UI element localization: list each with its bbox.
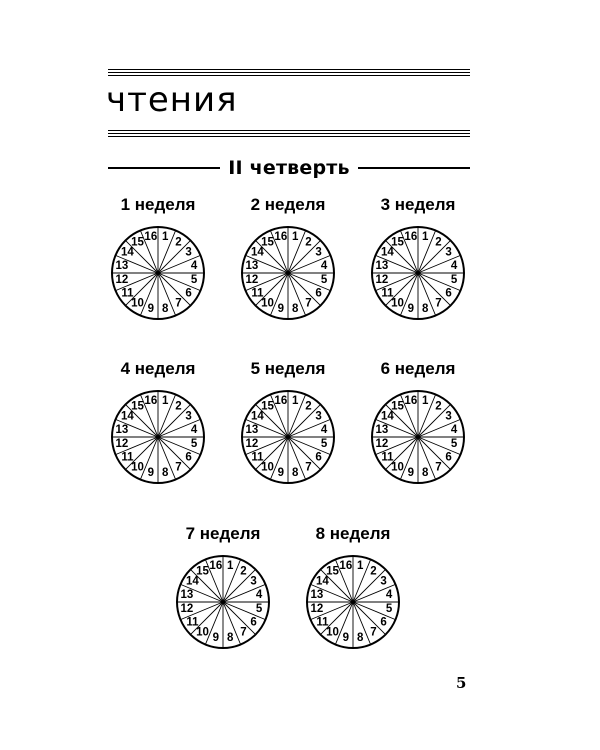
dial-segment-number: 7 <box>175 461 182 474</box>
week-block-5 <box>233 359 343 487</box>
dial-segment-number: 1 <box>161 230 169 243</box>
dial-segment-number: 13 <box>115 259 129 272</box>
reading-tracker-dial <box>173 552 273 652</box>
dial-segment-number: 4 <box>255 588 263 601</box>
dial-segment-number: 9 <box>277 303 285 316</box>
heading-left-line <box>108 167 220 169</box>
dial-segment-number: 13 <box>375 423 389 436</box>
dial-segment-number: 2 <box>175 236 182 249</box>
dial-segment-number: 16 <box>274 230 288 243</box>
dial-segment-number: 10 <box>326 626 339 639</box>
dial-segment-number: 3 <box>185 246 192 259</box>
dial-segment-number: 15 <box>131 236 144 249</box>
dial-segment-number: 1 <box>161 394 169 407</box>
week-label: 1 неделя <box>120 195 196 214</box>
dial-segment-number: 13 <box>245 423 259 436</box>
dial-segment-number: 5 <box>320 274 328 287</box>
week-block-6 <box>363 359 473 487</box>
dial-segment-number: 14 <box>381 246 394 259</box>
dial-segment-number: 8 <box>291 467 299 480</box>
dial-segment-number: 6 <box>185 451 192 464</box>
dial-segment-number: 4 <box>385 588 393 601</box>
reading-tracker-dial <box>238 223 338 323</box>
dial-segment-number: 9 <box>277 467 285 480</box>
dial-segment-number: 5 <box>320 438 328 451</box>
dial-segment-number: 15 <box>326 565 339 578</box>
dial-segment-number: 8 <box>356 632 364 645</box>
dial-segment-number: 11 <box>251 451 264 464</box>
dial-segment-number: 16 <box>144 230 158 243</box>
dial-segment-number: 5 <box>450 274 458 287</box>
dial-segment-number: 4 <box>450 423 458 436</box>
dial-segment-number: 15 <box>131 400 144 413</box>
dial-segment-number: 1 <box>421 230 429 243</box>
dial-segment-number: 6 <box>380 616 387 629</box>
top-double-rule <box>108 69 470 78</box>
dial-segment-number: 15 <box>261 400 274 413</box>
dial-segment-number: 5 <box>255 603 263 616</box>
week-block-2 <box>233 195 343 323</box>
dial-segment-number: 5 <box>190 274 198 287</box>
dial-segment-number: 8 <box>161 467 169 480</box>
reading-tracker-dial <box>368 223 468 323</box>
dial-segment-number: 2 <box>175 400 182 413</box>
reading-tracker-dial <box>108 223 208 323</box>
week-label: 4 неделя <box>120 359 196 378</box>
dial-segment-number: 1 <box>421 394 429 407</box>
reading-tracker-dial <box>368 387 468 487</box>
dial-segment-number: 11 <box>381 287 394 300</box>
dial-segment-number: 12 <box>115 274 129 287</box>
dial-segment-number: 7 <box>240 626 247 639</box>
dial-segment-number: 6 <box>315 451 322 464</box>
section-heading <box>108 156 470 180</box>
dial-segment-number: 11 <box>121 287 134 300</box>
dial-segment-number: 6 <box>445 287 452 300</box>
dial-segment-number: 2 <box>370 565 377 578</box>
dial-segment-number: 14 <box>316 575 329 588</box>
dial-segment-number: 13 <box>115 423 129 436</box>
dial-segment-number: 7 <box>370 626 377 639</box>
dial-segment-number: 6 <box>185 287 192 300</box>
reading-tracker-dial <box>238 387 338 487</box>
dial-segment-number: 15 <box>261 236 274 249</box>
dial-segment-number: 7 <box>175 297 182 310</box>
week-block-7 <box>168 524 278 652</box>
dial-segment-number: 16 <box>339 559 353 572</box>
dial-segment-number: 7 <box>435 461 442 474</box>
dial-segment-number: 7 <box>305 297 312 310</box>
dial-segment-number: 15 <box>391 400 404 413</box>
dial-segment-number: 14 <box>121 410 134 423</box>
dial-segment-number: 14 <box>186 575 199 588</box>
reading-tracker-dial <box>303 552 403 652</box>
dial-segment-number: 10 <box>131 461 144 474</box>
week-label: 5 неделя <box>250 359 326 378</box>
week-label: 6 неделя <box>380 359 456 378</box>
dial-segment-number: 16 <box>274 394 288 407</box>
week-block-8 <box>298 524 408 652</box>
dial-segment-number: 11 <box>251 287 264 300</box>
dial-segment-number: 3 <box>445 246 452 259</box>
dial-segment-number: 9 <box>407 303 415 316</box>
dial-segment-number: 6 <box>315 287 322 300</box>
dial-segment-number: 6 <box>250 616 257 629</box>
dial-segment-number: 1 <box>291 394 299 407</box>
dial-segment-number: 12 <box>115 438 129 451</box>
dial-segment-number: 9 <box>147 467 155 480</box>
dial-segment-number: 1 <box>356 559 364 572</box>
dial-segment-number: 13 <box>310 588 324 601</box>
dial-segment-number: 8 <box>421 467 429 480</box>
dial-segment-number: 7 <box>305 461 312 474</box>
dial-segment-number: 2 <box>305 236 312 249</box>
dial-segment-number: 5 <box>450 438 458 451</box>
dial-segment-number: 3 <box>380 575 387 588</box>
dial-segment-number: 16 <box>209 559 223 572</box>
dial-segment-number: 2 <box>435 236 442 249</box>
dial-segment-number: 3 <box>445 410 452 423</box>
page-number: 5 <box>456 674 467 692</box>
dial-segment-number: 16 <box>404 394 418 407</box>
dial-segment-number: 1 <box>226 559 234 572</box>
week-block-4 <box>103 359 213 487</box>
dial-segment-number: 2 <box>435 400 442 413</box>
dial-segment-number: 8 <box>226 632 234 645</box>
dial-segment-number: 1 <box>291 230 299 243</box>
dial-segment-number: 9 <box>342 632 350 645</box>
dial-segment-number: 12 <box>310 603 324 616</box>
dial-segment-number: 10 <box>391 297 404 310</box>
section-heading-label: II четверть <box>228 157 350 179</box>
dial-segment-number: 12 <box>245 438 259 451</box>
dial-segment-number: 3 <box>250 575 257 588</box>
page-title: чтения <box>106 80 238 120</box>
dial-segment-number: 11 <box>316 616 329 629</box>
week-label: 3 неделя <box>380 195 456 214</box>
dial-segment-number: 14 <box>381 410 394 423</box>
dial-segment-number: 7 <box>435 297 442 310</box>
dial-segment-number: 3 <box>185 410 192 423</box>
dial-segment-number: 15 <box>391 236 404 249</box>
dial-segment-number: 13 <box>245 259 259 272</box>
week-label: 7 неделя <box>185 524 261 543</box>
dial-segment-number: 3 <box>315 246 322 259</box>
bottom-double-rule <box>108 130 470 139</box>
dial-segment-number: 2 <box>305 400 312 413</box>
dial-segment-number: 4 <box>450 259 458 272</box>
dial-segment-number: 12 <box>375 438 389 451</box>
dial-segment-number: 3 <box>315 410 322 423</box>
dial-segment-number: 9 <box>407 467 415 480</box>
dial-segment-number: 8 <box>291 303 299 316</box>
dial-segment-number: 9 <box>212 632 220 645</box>
dial-segment-number: 9 <box>147 303 155 316</box>
dial-segment-number: 14 <box>251 410 264 423</box>
dial-segment-number: 13 <box>180 588 194 601</box>
reading-tracker-dial <box>108 387 208 487</box>
dial-segment-number: 14 <box>121 246 134 259</box>
dial-segment-number: 10 <box>131 297 144 310</box>
heading-right-line <box>358 167 470 169</box>
dial-segment-number: 6 <box>445 451 452 464</box>
dial-segment-number: 10 <box>196 626 209 639</box>
dial-segment-number: 10 <box>261 297 274 310</box>
dial-segment-number: 13 <box>375 259 389 272</box>
dial-segment-number: 14 <box>251 246 264 259</box>
dial-segment-number: 12 <box>245 274 259 287</box>
dial-segment-number: 12 <box>375 274 389 287</box>
dial-segment-number: 15 <box>196 565 209 578</box>
dial-segment-number: 4 <box>190 259 198 272</box>
week-label: 2 неделя <box>250 195 326 214</box>
dial-segment-number: 11 <box>186 616 199 629</box>
dial-segment-number: 2 <box>240 565 247 578</box>
dial-segment-number: 5 <box>385 603 393 616</box>
dial-segment-number: 16 <box>404 230 418 243</box>
week-block-1 <box>103 195 213 323</box>
week-block-3 <box>363 195 473 323</box>
dial-segment-number: 11 <box>121 451 134 464</box>
dial-segment-number: 16 <box>144 394 158 407</box>
dial-segment-number: 4 <box>320 423 328 436</box>
dial-segment-number: 4 <box>320 259 328 272</box>
dial-segment-number: 5 <box>190 438 198 451</box>
dial-segment-number: 10 <box>261 461 274 474</box>
week-label: 8 неделя <box>315 524 391 543</box>
dial-segment-number: 11 <box>381 451 394 464</box>
dial-segment-number: 12 <box>180 603 194 616</box>
dial-segment-number: 4 <box>190 423 198 436</box>
dial-segment-number: 8 <box>161 303 169 316</box>
dial-segment-number: 10 <box>391 461 404 474</box>
dial-segment-number: 8 <box>421 303 429 316</box>
